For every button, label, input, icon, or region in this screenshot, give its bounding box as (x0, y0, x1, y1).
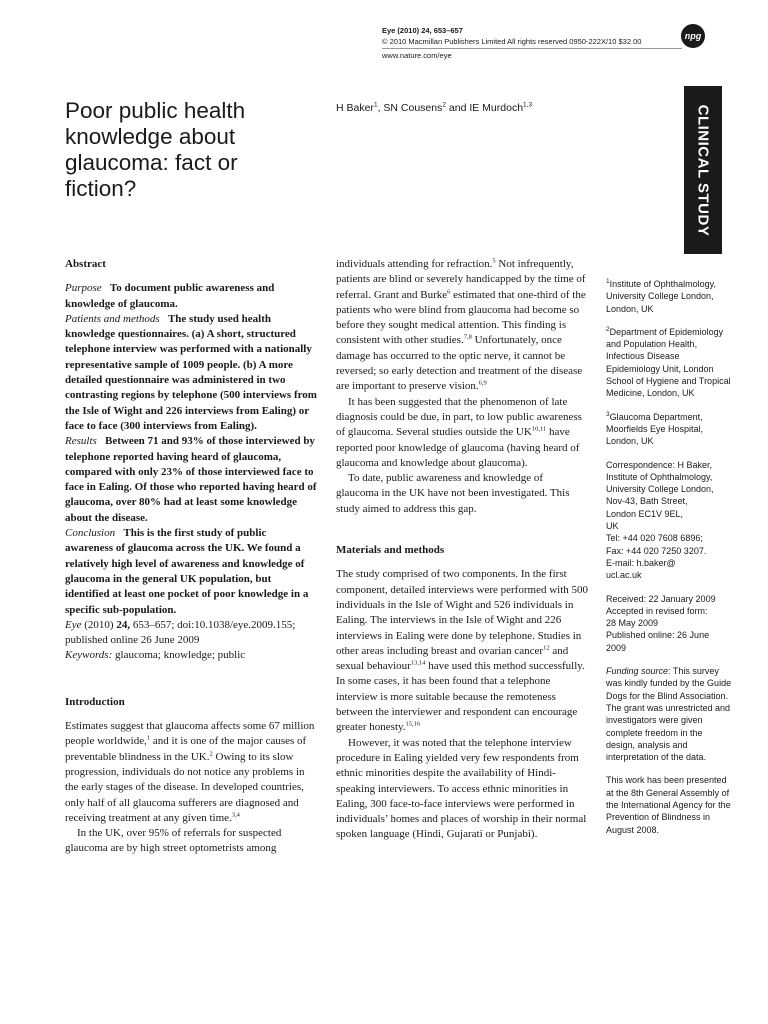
text-run: and it is one of the major causes of preventable blindness in the UK. (65, 735, 307, 763)
materials-methods-heading: Materials and methods (336, 544, 445, 557)
keywords-label: Keywords: (65, 649, 113, 662)
author-name[interactable]: IE Murdoch (469, 102, 524, 114)
conclusion-text: This is the first study of public awareness of glaucoma across the UK. We found a relatively high level of awareness and knowledge of glaucoma in the general UK population, but identified at least one pocket of poor knowledge in a specific sub-population. (65, 527, 309, 616)
abstract-conclusion (65, 526, 317, 618)
middle-column (336, 257, 588, 843)
citation-ref[interactable]: 13,14 (410, 659, 426, 667)
article-title: Poor public health knowledge about glaucoma: fact or fiction? (65, 98, 246, 201)
affiliation (606, 278, 734, 315)
citation-volume: 24, (116, 618, 131, 631)
correspondence (606, 459, 734, 582)
purpose-label: Purpose (65, 282, 102, 295)
section-tab (684, 86, 722, 254)
results-text: Between 71 and 93% of those interviewed by telephone reported having heard of glaucoma, compared with only 23% of those interviewed face to face in Ealing. Of those who reported having heard of glaucoma, over 80% had at least some knowledge about the disease. (65, 435, 317, 524)
text-run: estimated that one-third of the patients who were blind from glaucoma had become so before they sought medical attention. This finding is consistent with other studies. (336, 288, 586, 347)
text-run: It has been suggested that the phenomenon of late diagnosis could be due, in part, to low public awareness of glaucoma. Several studies outside the UK (336, 395, 582, 439)
citation-ref[interactable]: 10,11 (531, 425, 547, 433)
text-run: individuals attending for refraction. (336, 258, 493, 270)
text-run: have used this method successfully. In some cases, it has been found that a telephone interview is more suitable because the remoteness between the interviewer and respondent can encourage greater honesty. (336, 660, 585, 734)
author-separator: , (377, 102, 384, 114)
date-line: Received: 22 January 2009 (606, 593, 716, 604)
citation-ref[interactable]: 6 (447, 287, 451, 295)
abstract-methods (65, 312, 317, 434)
sidebar-column (606, 278, 734, 847)
date-line: 2009 (606, 642, 627, 653)
body-paragraph (336, 567, 588, 735)
author-affiliation-marker: 1,3 (523, 101, 533, 109)
affiliation-marker: 1 (606, 278, 610, 285)
section-tab-label: CLINICAL STUDY (694, 104, 712, 236)
text-run: Not infrequently, patients are blind or severely handicapped by the time of referral. Grant and Burke (336, 258, 586, 301)
funding-text: : This survey was kindly funded by the Guide Dogs for the Blind Association. The grant was unrestricted and investigators were given complete freedom in the design, analysis and interpretation of the data. (606, 666, 732, 763)
citation-ref[interactable]: 1 (146, 734, 151, 742)
affiliation (606, 411, 734, 448)
date-line: 28 May 2009 (606, 618, 659, 629)
affiliation-text: Institute of Ophthalmology, University College London, London, UK (606, 279, 717, 314)
body-paragraph: To date, public awareness and knowledge of glaucoma in the UK have not been investigated. This study aimed to address this gap. (336, 472, 570, 515)
citation-ref[interactable]: 7,8 (463, 333, 472, 341)
journal-citation: Eye (2010) 24, 653–657 (382, 26, 463, 35)
citation-ref[interactable]: 5 (492, 257, 496, 265)
body-paragraph (336, 257, 588, 395)
presentation-note: This work has been presented at the 8th General Assembly of the International Agency for the Prevention of Blindness in August 2008. (606, 775, 731, 835)
text-run: Unfortunately, once damage has occurred to the optic nerve, it cannot be reversed; so early detection and treatment of the disease are important to preserve vision. (336, 334, 583, 393)
correspondence-line: Correspondence: H Baker, (606, 459, 713, 470)
affiliation-marker: 2 (606, 325, 610, 333)
introduction-paragraph (65, 719, 317, 826)
header-divider (382, 48, 682, 49)
author-name[interactable]: SN Cousens (383, 102, 443, 114)
author-separator: and (445, 102, 470, 114)
introduction-heading: Introduction (65, 695, 125, 708)
author-name[interactable]: H Baker (336, 102, 374, 114)
correspondence-line: London EC1V 9EL, (606, 508, 684, 519)
correspondence-line: University College London, (606, 484, 714, 495)
text-run: The study comprised of two components. In the first component, detailed interviews were performed with 500 individuals in the Isle of Wight and 526 individuals in Ealing. The interviews in the Isle of Wight and 226 interviews in Ealing were done by telephone. Studies in other areas including breast and ovarian cancer (336, 568, 589, 657)
correspondence-line: UK (606, 521, 619, 532)
left-column (65, 257, 317, 857)
body-paragraph: However, it was noted that the telephone interview procedure in Ealing yielded very few respondents from ethnic minorities despite the availability of Hindi-speaking interviewers. To access ethnic minorities in Ealing, 300 face-to-face interviews were performed in individuals’ homes and places of worship in their normal spoken language (Hindi, Gujarati or Punjabi). (336, 736, 587, 841)
text-run: Owing to its slow progression, individuals do not notice any problems in the early stages of the disease. In developed countries, only half of all glaucoma sufferers are diagnosed and receiving treatment at any given time. (65, 750, 305, 824)
email-link[interactable]: E-mail: h.baker@ (606, 557, 676, 568)
introduction-paragraph: In the UK, over 95% of referrals for suspected glaucoma are by high street optometrists among (65, 827, 282, 855)
abstract-purpose (65, 281, 317, 312)
article-citation (65, 618, 317, 649)
correspondence-line: Institute of Ophthalmology, (606, 471, 713, 482)
body-paragraph (336, 395, 588, 471)
funding-note (606, 665, 734, 763)
affiliation-text: Department of Epidemiology and Population Health, Infectious Disease Epidemiology Unit, London School of Hygiene and Tropical Medicine, London, UK (606, 326, 731, 399)
email-link[interactable]: ucl.ac.uk (606, 570, 642, 581)
text-run: Estimates suggest that glaucoma affects some 67 million people worldwide, (65, 720, 315, 748)
abstract-heading: Abstract (65, 258, 106, 270)
citation-ref[interactable]: 3,4 (231, 811, 240, 819)
methods-text: The study used health knowledge questionnaires. (a) A short, structured telephone interview was performed with a nationally representative sample of 1009 people. (b) A more detailed questionnaire was administered in two contrasting regions by telephone (500 interviews from the Isle of Wight and 226 interviews from Ealing) or face to face (300 interviews from Ealing). (65, 312, 317, 432)
author-affiliation-marker: 1 (373, 101, 378, 109)
citation-ref[interactable]: 6,9 (478, 379, 487, 387)
citation-ref[interactable]: 2 (209, 749, 213, 757)
correspondence-line: Nov-43, Bath Street, (606, 496, 688, 507)
copyright-line: © 2010 Macmillan Publishers Limited All rights reserved 0950-222X/10 $32.00 (382, 36, 642, 46)
text-run: and sexual behaviour (336, 644, 569, 673)
text-run: have reported poor knowledge of glaucoma (having heard of glaucoma and knowledge about glaucoma). (336, 426, 580, 469)
citation-details: 653–657; doi:10.1038/eye.2009.155; published online 26 June 2009 (65, 618, 296, 647)
correspondence-line: Tel: +44 020 7608 6896; (606, 533, 703, 544)
citation-ref[interactable]: 12 (543, 644, 550, 652)
date-line: Published online: 26 June (606, 630, 710, 641)
npg-logo-text: npg (684, 31, 702, 41)
keywords-text: glaucoma; knowledge; public (112, 649, 246, 662)
citation-year: (2010) (81, 618, 117, 631)
citation-ref[interactable]: 15,16 (405, 720, 421, 728)
journal-website-link[interactable]: www.nature.com/eye (382, 51, 452, 60)
results-label: Results (65, 435, 97, 448)
methods-label: Patients and methods (65, 312, 160, 325)
author-affiliation-marker: 2 (442, 101, 446, 109)
correspondence-line: Fax: +44 020 7250 3207. (606, 545, 707, 556)
npg-logo (681, 24, 705, 48)
journal-header (382, 26, 702, 62)
abstract-body (65, 281, 317, 648)
purpose-text: To document public awareness and knowledge of glaucoma. (65, 282, 275, 310)
author-list (336, 102, 532, 114)
affiliation-marker: 3 (606, 410, 610, 418)
keywords (65, 648, 317, 663)
affiliation (606, 326, 734, 400)
funding-label: Funding source (606, 666, 669, 677)
conclusion-label: Conclusion (65, 527, 116, 540)
date-line: Accepted in revised form: (606, 605, 708, 616)
abstract-results (65, 434, 317, 526)
citation-journal: Eye (65, 618, 82, 631)
affiliation-text: Glaucoma Department, Moorfields Eye Hospital, London, UK (606, 411, 704, 447)
article-dates (606, 593, 734, 654)
